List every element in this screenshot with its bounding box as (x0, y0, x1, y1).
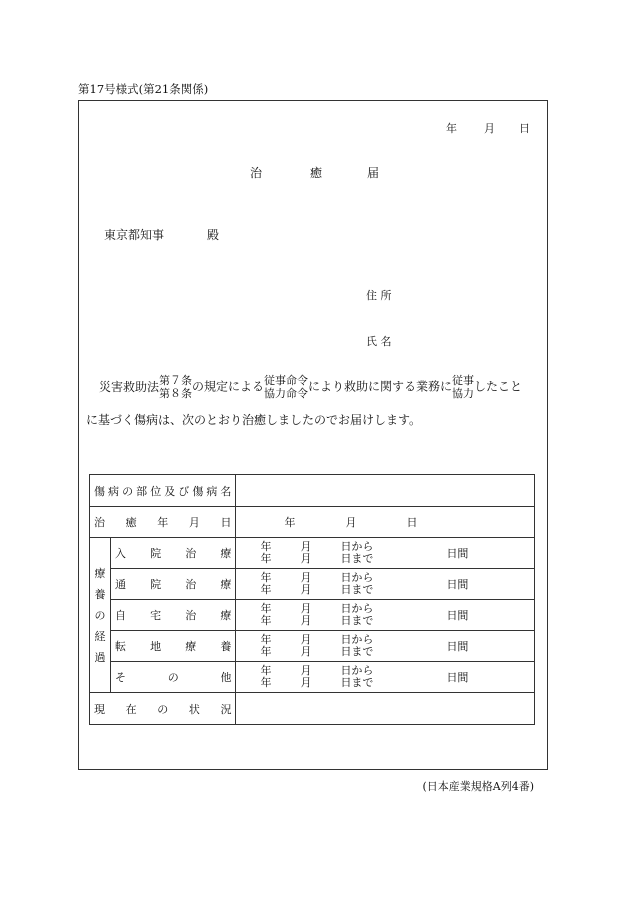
treatment-group-char: の (94, 608, 106, 622)
treatment-label-char: の (167, 671, 179, 684)
statement-line-1 (86, 374, 536, 400)
treatment-label-char: 療 (185, 640, 197, 653)
period-year: 年 (260, 676, 272, 689)
treatment-period-cell[interactable] (236, 600, 535, 631)
period-until: 日まで (340, 645, 374, 658)
treatment-label-char: 通 (114, 578, 126, 591)
form-number: 第17号様式(第21条関係) (78, 82, 209, 96)
injury-label-cell (90, 475, 236, 507)
name-label: 氏 名 (366, 335, 392, 348)
period-month: 月 (300, 601, 312, 615)
injury-label-char: 位 (150, 484, 162, 498)
status-row (90, 693, 535, 725)
cure-date-month: 月 (345, 516, 357, 529)
period-days: 日間 (446, 640, 469, 653)
addressee-honorific: 殿 (207, 228, 220, 242)
cure-date-value-cell[interactable] (236, 507, 535, 538)
treatment-row (90, 631, 535, 662)
period-from: 日から (340, 663, 374, 677)
address-label: 住 所 (366, 289, 392, 302)
cure-label-char: 治 (94, 516, 105, 529)
injury-label-char: 傷 (94, 484, 105, 498)
cure-date-year: 年 (284, 516, 296, 529)
treatment-period-cell[interactable] (236, 631, 535, 662)
period-month: 月 (300, 570, 312, 584)
treatment-group-char: 療 (94, 566, 106, 580)
status-label-char: 状 (188, 702, 200, 716)
injury-label-char: の (122, 484, 134, 498)
period-until: 日まで (340, 552, 374, 565)
treatment-label-char: 療 (220, 609, 232, 622)
period-month: 月 (300, 663, 312, 677)
injury-label-char: 病 (108, 484, 120, 498)
document-title-char-2: 癒 (310, 166, 323, 180)
period-year: 年 (260, 583, 272, 596)
period-year: 年 (260, 552, 272, 565)
period-until: 日まで (340, 614, 374, 627)
addressee-name: 東京都知事 (104, 228, 165, 242)
period-month: 月 (300, 676, 312, 689)
period-until: 日まで (340, 676, 374, 689)
cure-date-row (90, 507, 535, 538)
article-7: 第７条 (159, 374, 193, 387)
injury-label-char: び (178, 484, 190, 498)
period-days: 日間 (446, 671, 469, 684)
treatment-label-char: そ (114, 671, 126, 684)
order-choice (264, 374, 308, 400)
injury-table (89, 474, 535, 725)
treatment-label-char: 入 (114, 547, 126, 560)
injury-row (90, 475, 535, 507)
treatment-label-char: 他 (220, 671, 232, 684)
treatment-group-char: 経 (94, 629, 106, 643)
period-until: 日まで (340, 583, 374, 596)
treatment-label-char: 養 (220, 640, 232, 653)
treatment-label-char: 院 (150, 578, 162, 591)
duty-choice (452, 374, 474, 400)
document-title-char-1: 治 (250, 166, 263, 180)
date-year-label: 年 (446, 122, 457, 135)
period-month: 月 (300, 552, 312, 565)
treatment-group-char: 養 (94, 587, 106, 601)
period-year: 年 (260, 645, 272, 658)
period-month: 月 (300, 583, 312, 596)
treatment-label-char: 院 (150, 547, 162, 560)
treatment-label-cell (110, 538, 236, 569)
cure-date-label-cell (90, 507, 236, 538)
treatment-label-char: 転 (114, 640, 126, 653)
injury-value-cell[interactable] (236, 475, 535, 507)
period-from: 日から (340, 601, 374, 615)
period-days: 日間 (446, 547, 469, 560)
cure-label-char: 日 (220, 516, 232, 529)
period-from: 日から (340, 632, 374, 646)
date-day-label: 日 (519, 122, 530, 135)
treatment-row (90, 538, 535, 569)
status-label-cell (90, 693, 236, 725)
duty-cooperate: 協力 (452, 387, 475, 400)
period-days: 日間 (446, 609, 469, 622)
treatment-label-char: 地 (150, 640, 162, 653)
period-year: 年 (260, 632, 272, 646)
period-from: 日から (340, 539, 374, 553)
injury-label-char: 名 (220, 484, 232, 498)
status-label-char: 現 (94, 702, 105, 716)
treatment-label-cell (110, 569, 236, 600)
treatment-period-cell[interactable] (236, 662, 535, 693)
cure-label-char: 癒 (125, 516, 137, 529)
statement-suffix: したこと (474, 379, 523, 394)
duty-engage: 従事 (452, 374, 475, 387)
treatment-label-cell (110, 631, 236, 662)
cure-label-char: 月 (188, 516, 200, 529)
paper-size-note: (日本産業規格A列4番) (422, 780, 534, 793)
treatment-row (90, 569, 535, 600)
treatment-group-label-cell (90, 538, 111, 693)
cure-date-day: 日 (406, 516, 418, 529)
treatment-label-char: 自 (114, 609, 126, 622)
article-8: 第８条 (159, 387, 193, 400)
period-year: 年 (260, 570, 272, 584)
order-cooperate: 協力命令 (264, 387, 309, 400)
treatment-period-cell[interactable] (236, 569, 535, 600)
period-days: 日間 (446, 578, 469, 591)
period-year: 年 (260, 663, 272, 677)
cure-label-char: 年 (157, 516, 169, 529)
date-month-label: 月 (484, 122, 495, 135)
document-title-char-3: 届 (367, 166, 380, 180)
status-label-char: 況 (220, 702, 232, 716)
statement-mid-2: により救助に関する業務に (308, 379, 453, 394)
treatment-row (90, 600, 535, 631)
injury-label-char: 傷 (192, 484, 204, 498)
treatment-label-char: 治 (185, 609, 197, 622)
treatment-label-cell (110, 662, 236, 693)
period-from: 日から (340, 570, 374, 584)
period-month: 月 (300, 632, 312, 646)
period-year: 年 (260, 614, 272, 627)
statement-line-2: に基づく傷病は、次のとおり治癒しましたのでお届けします。 (86, 413, 422, 427)
period-year: 年 (260, 601, 272, 615)
treatment-label-char: 療 (220, 547, 232, 560)
injury-label-char: 部 (136, 484, 148, 498)
treatment-label-char: 治 (185, 578, 197, 591)
article-choice (159, 374, 192, 400)
injury-label-char: 及 (164, 484, 176, 498)
treatment-label-char: 療 (220, 578, 232, 591)
treatment-label-cell (110, 600, 236, 631)
status-label-char: の (157, 702, 169, 716)
treatment-label-char: 治 (185, 547, 197, 560)
treatment-row (90, 662, 535, 693)
treatment-period-cell[interactable] (236, 538, 535, 569)
injury-label-char: 病 (206, 484, 218, 498)
period-month: 月 (300, 539, 312, 553)
status-value-cell[interactable] (236, 693, 535, 725)
treatment-label-char: 宅 (150, 609, 162, 622)
treatment-group-char: 過 (94, 650, 106, 664)
period-month: 月 (300, 645, 312, 658)
period-year: 年 (260, 539, 272, 553)
order-engage: 従事命令 (264, 374, 309, 387)
statement-mid-1: の規定による (192, 379, 265, 394)
status-label-char: 在 (125, 702, 137, 716)
period-month: 月 (300, 614, 312, 627)
statement-prefix: 災害救助法 (99, 379, 160, 394)
